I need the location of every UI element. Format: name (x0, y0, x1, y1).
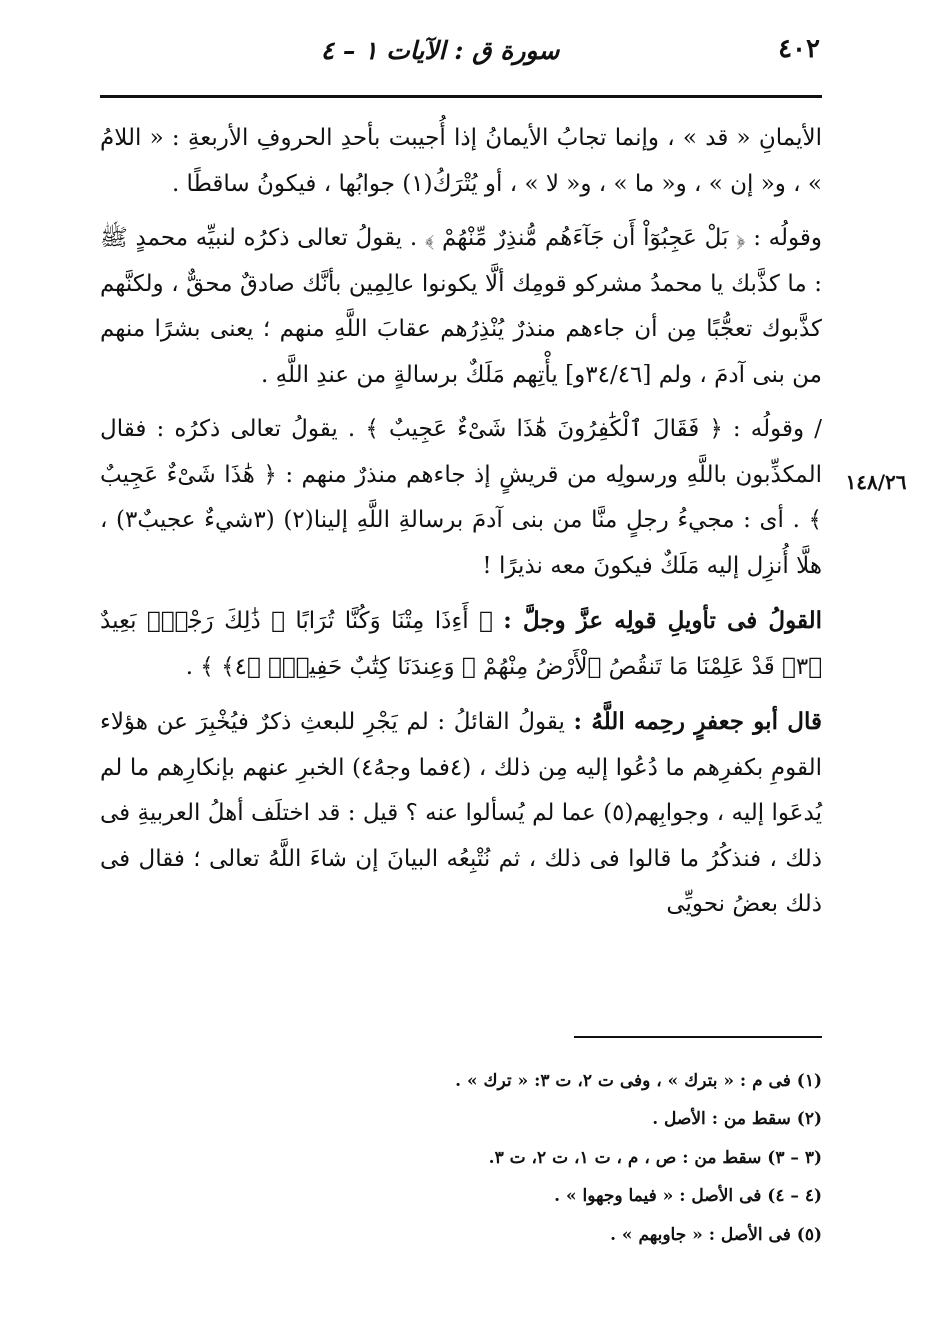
footnote-2: (٢) سقط من : الأصل . (652, 1109, 822, 1130)
footnote-1: (١) فى م : « بترك » ، وفى ت ٢، ت ٣: « ترك » . (455, 1071, 822, 1091)
paragraph-2 (100, 216, 822, 398)
footnote-4: (٤ – ٤) فى الأصل : « فيما وجهوا » . (554, 1186, 822, 1207)
margin-reference: ١٤٨/٢٦ (845, 470, 907, 494)
paragraph-5 (100, 699, 822, 928)
footnotes (300, 1062, 822, 1254)
footnote-rule (574, 1036, 822, 1038)
page-number: ٤٠٢ (778, 34, 820, 64)
paragraph-text: يقولُ القائلُ : لم يَجْرِ للبعثِ ذكرٌ فيُخْبِرَ عن هؤلاء القومِ بكفرِهم ما دُعُوا إليه مِن ذلك ، (٤فما وجهُ٤) الخبرِ عنهم بإنكارِهم ما لم يُدعَوا إليه ، وجوابِهم(٥) عما لم يُسألوا عنه ؟ قيل : قد اختلَف أهلُ العربيةِ فى ذلك ، فنذكُرُ ما قالوا فى ذلك ، ثم نُتْبِعُه البيانَ إن شاءَ اللَّهُ تعالى ؛ فقال فى ذلك بعضُ نحويِّى (100, 709, 822, 917)
paragraph-text: الأيمانِ « قد » ، وإنما تجابُ الأيمانُ إذا أُجيبت بأحدِ الحروفِ الأربعةِ : « اللامُ » ، و« إن » ، و« ما » ، و« لا » ، أو يُتْرَكُ(١) جوابُها ، فيكونُ ساقطًا . (100, 125, 822, 197)
page-header (100, 34, 820, 74)
footnote-5: (٥) فى الأصل : « جاوبهم » . (610, 1224, 822, 1245)
body-text (100, 116, 822, 937)
paragraph-4 (100, 598, 822, 690)
paragraph-text: / وقولُه : ﴿ فَقَالَ ٱلْكَٰفِرُونَ هَٰذَا شَىْءٌ عَجِيبٌ ﴾ . يقولُ تعالى ذكرُه : فقال المكذِّبون باللَّهِ ورسولِه من قريشٍ إذ جاءهم منذرٌ منهم : ﴿ هَٰذَا شَىْءٌ عَجِيبٌ ﴾ . أى : مجيءُ رجلٍ منَّا من بنى آدمَ برسالةِ اللَّهِ إلينا(٢) (٣شيءٌ عجيبٌ٣) ، هلَّا أُنزِل إليه مَلَكٌ فيكونَ معه نذيرًا ! (100, 416, 822, 579)
paragraph-1 (100, 116, 822, 207)
paragraph-text: وقولُه : ﴿ بَلْ عَجِبُوٓاْ أَن جَآءَهُم مُّنذِرٌ مِّنْهُمْ ﴾ . يقولُ تعالى ذكرُه لنبيِّه محمدٍ ﷺ : ما كذَّبك يا محمدُ مشركو قومِك ألَّا يكونوا عالِمِين بأنَّك صادقٌ محقٌّ ، ولكنَّهم كذَّبوك تعجُّبًا مِن أن جاءهم منذرٌ يُنْذِرُهم عقابَ اللَّهِ منهم ؛ يعنى بشرًا منهم من بنى آدمَ ، ولم [٣٤/٤٦و] يأْتِهم مَلَكٌ برسالةٍ من عندِ اللَّهِ . (100, 225, 822, 388)
header-rule (100, 95, 822, 98)
section-lead: قال أبو جعفرٍ رحِمه اللَّهُ : (573, 708, 822, 735)
footnote-3: (٣ – ٣) سقط من : ص ، م ، ت ١، ت ٢، ت ٣. (488, 1147, 822, 1168)
section-lead: القولُ فى تأويلِ قولِه عزَّ وجلَّ : (503, 607, 822, 634)
paragraph-3 (100, 407, 822, 589)
running-title: سورة ق : الآيات ١ – ٤ (320, 36, 560, 65)
paragraph-text: ﴿ أَءِذَا مِتْنَا وَكُنَّا تُرَابًا ۖ ذَٰلِكَ رَجْعٌۢ بَعِيدٌ ﴿٣﴾ قَدْ عَلِمْنَا مَا تَنقُصُ ٱلْأَرْضُ مِنْهُمْ ۖ وَعِندَنَا كِتَٰبٌ حَفِيظٌۢ ﴿٤﴾ ﴾ . (100, 608, 822, 680)
